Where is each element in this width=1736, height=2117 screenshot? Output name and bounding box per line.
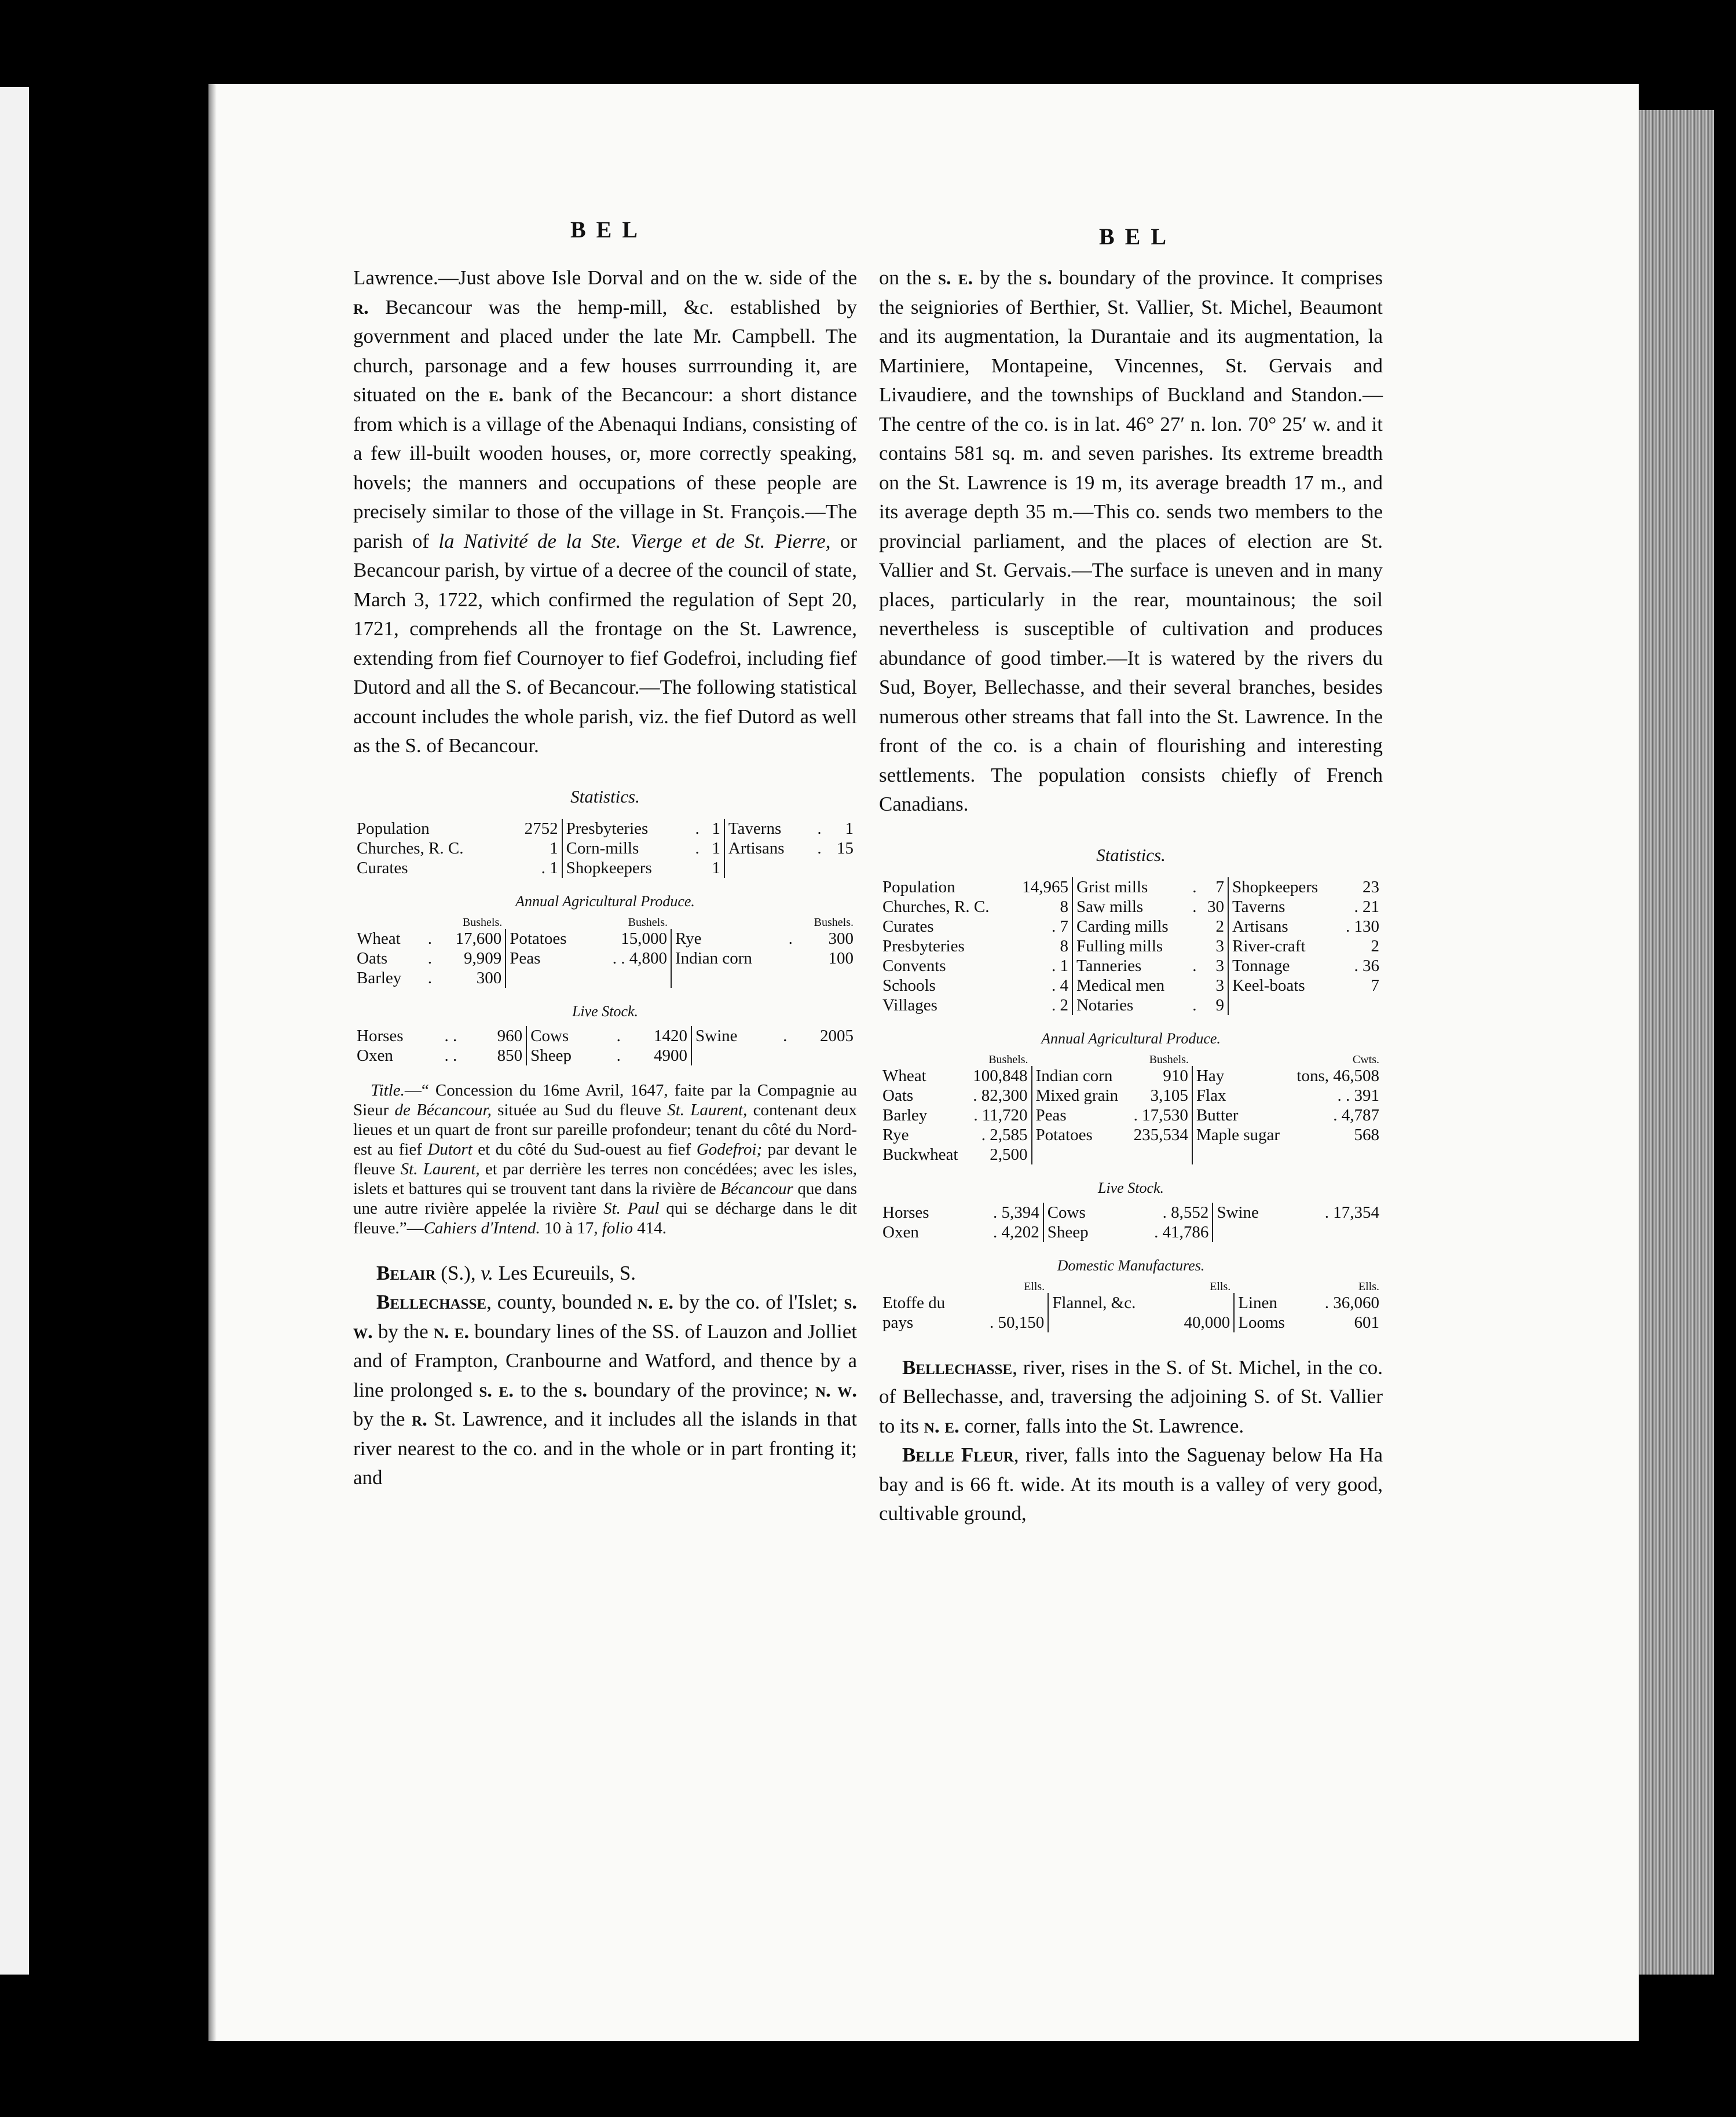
table-row bbox=[879, 1125, 1383, 1145]
table-cell: 1 bbox=[712, 838, 720, 858]
table-cell: Potatoes bbox=[506, 929, 590, 948]
table-cell: 1 bbox=[712, 819, 720, 838]
table-cell bbox=[1288, 1222, 1383, 1242]
table-cell: . 82,300 bbox=[973, 1086, 1028, 1105]
table-cell: Churches, R. C. bbox=[882, 897, 990, 916]
table-cell: Saw mills bbox=[1072, 897, 1187, 917]
table-cell bbox=[782, 968, 796, 988]
text-run: Les Ecureuils, S. bbox=[493, 1261, 636, 1284]
table-row bbox=[353, 1026, 857, 1046]
table-cell: 8 bbox=[1060, 897, 1068, 916]
manufactures-title: Domestic Manufactures. bbox=[1057, 1257, 1205, 1274]
table-cell bbox=[1127, 1145, 1192, 1164]
table-cell: Flax bbox=[1192, 1086, 1288, 1105]
table-cell: Peas bbox=[506, 948, 590, 968]
belle-fleur-entry bbox=[879, 1441, 1383, 1529]
produce-table bbox=[879, 1053, 1383, 1164]
table-cell: Sheep bbox=[1043, 1222, 1118, 1242]
text-run: on the bbox=[879, 266, 938, 289]
table-cell: . 2 bbox=[1051, 995, 1068, 1014]
table-cell: 960 bbox=[497, 1026, 523, 1045]
text-run: par devant le fleuve bbox=[353, 1140, 857, 1178]
table-cell: 9,909 bbox=[463, 948, 502, 968]
table-cell: . . bbox=[444, 1046, 457, 1065]
text-run: s. bbox=[1039, 266, 1052, 289]
table-cell bbox=[1288, 1145, 1383, 1164]
table-row bbox=[879, 877, 1383, 897]
text-run: bank of the Becancour: a short distance from which is a village of the Abenaqui Indians, consisting of a few ill-built wooden houses, or, more correctly speaking, hovels; the manners and occupations of these people are precisely similar to those of the village in St. François.—The parish of bbox=[353, 383, 857, 552]
table-cell: 40,000 bbox=[1184, 1313, 1230, 1332]
table-cell: 1 bbox=[712, 858, 720, 877]
table-cell: Taverns bbox=[1228, 897, 1336, 917]
unit-label: Bushels. bbox=[628, 915, 668, 929]
produce-header-row bbox=[353, 916, 857, 929]
table-cell bbox=[1228, 995, 1336, 1015]
table-row bbox=[879, 1105, 1383, 1125]
table-cell: . 5,394 bbox=[992, 1203, 1039, 1222]
table-cell: Keel-boats bbox=[1228, 976, 1336, 995]
table-cell bbox=[1187, 976, 1200, 995]
table-cell: River-craft bbox=[1228, 936, 1336, 956]
table-row bbox=[879, 995, 1383, 1015]
table-cell: . bbox=[817, 838, 822, 858]
bellechasse-county-continued bbox=[879, 263, 1383, 819]
table-cell: Wheat bbox=[357, 929, 401, 948]
table-cell: Barley bbox=[357, 968, 402, 987]
table-cell: . 17,530 bbox=[1133, 1105, 1188, 1125]
text-run: contenant deux lieues et un quart de front sur pareille profondeur; tenant du côté du Nord-est au fief bbox=[353, 1100, 858, 1159]
table-cell: 3 bbox=[1215, 956, 1224, 975]
table-cell: . 130 bbox=[1346, 917, 1379, 936]
table-cell: 1420 bbox=[654, 1026, 687, 1045]
table-cell: Indian corn bbox=[1032, 1066, 1127, 1086]
table-cell: 3 bbox=[1215, 976, 1224, 995]
table-cell: . 2,585 bbox=[981, 1125, 1028, 1144]
text-run: 414. bbox=[633, 1218, 667, 1237]
text-run: r. bbox=[353, 295, 369, 318]
text-run: by the bbox=[372, 1320, 434, 1343]
table-cell: . 41,786 bbox=[1154, 1222, 1209, 1241]
table-row bbox=[879, 1313, 1383, 1332]
text-run: v. bbox=[481, 1261, 494, 1284]
table-cell bbox=[810, 858, 825, 878]
text-run: s. e. bbox=[479, 1378, 514, 1401]
table-cell bbox=[1187, 917, 1200, 936]
text-run: n. w. bbox=[815, 1378, 858, 1401]
table-row bbox=[353, 929, 857, 948]
table-cell bbox=[1048, 1313, 1165, 1332]
table-cell: Horses bbox=[882, 1203, 929, 1222]
text-run: boundary lines of the SS. of Lauzon and Jolliet and of Frampton, Cranbourne and Watford, and thence by a line prolonged bbox=[353, 1320, 857, 1401]
table-cell: Swine bbox=[1213, 1203, 1288, 1222]
text-run: de Bécancour, bbox=[394, 1100, 492, 1119]
statistics-title: Statistics. bbox=[570, 786, 640, 807]
left-column bbox=[353, 263, 857, 1493]
statistics-table bbox=[879, 877, 1383, 1015]
table-cell: 15 bbox=[837, 838, 854, 858]
spine-shadow bbox=[208, 84, 217, 2041]
table-row bbox=[879, 1293, 1383, 1313]
table-cell: pays bbox=[882, 1313, 914, 1332]
text-run: Title. bbox=[371, 1081, 405, 1100]
table-cell: . bbox=[788, 929, 793, 948]
unit-label: Ells. bbox=[1024, 1280, 1045, 1293]
text-run: St. Lawrence, and it includes all the islands in that river nearest to the co. and in the whole or in part fronting it; and bbox=[353, 1408, 857, 1489]
table-cell: Convents bbox=[882, 956, 946, 975]
table-cell: Corn-mills bbox=[562, 838, 688, 858]
table-cell: . 8,552 bbox=[1162, 1203, 1209, 1222]
table-cell: 910 bbox=[1163, 1066, 1188, 1085]
produce-title: Annual Agricultural Produce. bbox=[1041, 1030, 1221, 1047]
table-cell: . bbox=[427, 929, 432, 948]
text-run: la Nativité de la Ste. Vierge et de St. Pierre, bbox=[438, 529, 831, 552]
table-cell: Tanneries bbox=[1072, 956, 1187, 976]
table-row bbox=[879, 897, 1383, 917]
table-cell: . 1 bbox=[541, 858, 558, 877]
table-cell: 23 bbox=[1363, 877, 1379, 896]
table-cell bbox=[782, 948, 796, 968]
text-run: by the bbox=[973, 266, 1039, 289]
table-cell bbox=[691, 1046, 772, 1065]
table-cell: Curates bbox=[882, 917, 934, 936]
table-cell: Looms bbox=[1234, 1313, 1303, 1332]
table-cell: . bbox=[817, 819, 822, 838]
table-cell: 2 bbox=[1215, 917, 1224, 936]
table-cell: Fulling mills bbox=[1072, 936, 1187, 956]
table-cell bbox=[772, 1046, 790, 1065]
page-stack-edge bbox=[1639, 110, 1714, 1975]
table-cell: Population bbox=[357, 819, 430, 838]
table-cell: Rye bbox=[671, 929, 782, 948]
table-row bbox=[879, 1086, 1383, 1105]
table-cell: Medical men bbox=[1072, 976, 1187, 995]
table-cell: 3,105 bbox=[1150, 1086, 1188, 1105]
text-run: s. w. bbox=[353, 1291, 857, 1343]
table-cell: 235,534 bbox=[1133, 1125, 1188, 1144]
table-cell bbox=[1192, 1145, 1288, 1164]
belair-entry bbox=[353, 1259, 857, 1288]
produce-title: Annual Agricultural Produce. bbox=[515, 892, 695, 910]
table-cell bbox=[1213, 1222, 1288, 1242]
table-cell: 7 bbox=[1371, 976, 1379, 995]
text-run: Lawrence.—Just above Isle Dorval and on the w. side of the bbox=[353, 266, 857, 289]
table-row bbox=[879, 1145, 1383, 1164]
table-cell: Villages bbox=[882, 995, 937, 1014]
table-cell: . 4,787 bbox=[1333, 1105, 1379, 1125]
livestock-title: Live Stock. bbox=[572, 1002, 639, 1020]
text-run: , county, bounded bbox=[486, 1291, 638, 1313]
table-cell: Cows bbox=[1043, 1203, 1118, 1222]
table-cell: 4900 bbox=[654, 1046, 687, 1065]
table-cell: 100,848 bbox=[973, 1066, 1028, 1085]
text-run: to the bbox=[514, 1378, 574, 1401]
livestock-table bbox=[879, 1203, 1383, 1242]
table-cell: . 4,202 bbox=[992, 1222, 1039, 1241]
text-run: Becancour was the hemp-mill, &c. established by government and placed under the late Mr. Campbell. The church, parsonage and a few houses surrrounding it, are situated on the bbox=[353, 295, 857, 406]
text-run: or Becancour parish, by virtue of a decree of the council of state, March 3, 1722, which confirmed the regulation of Sept 20, 1721, comprehends all the frontage on the St. Lawrence, extending from fief Cournoyer to fief Godefroi, including fief Dutord and all the S. of Becancour.—The following statistical account includes the whole parish, viz. the fief Dutord as well as the S. of Becancour. bbox=[353, 529, 857, 757]
table-cell: Notaries bbox=[1072, 995, 1187, 1015]
table-cell: Oats bbox=[357, 948, 388, 968]
table-cell bbox=[796, 968, 857, 988]
text-run: que dans une autre rivière appelée la rivière bbox=[353, 1179, 857, 1218]
table-cell: . bbox=[783, 1026, 788, 1045]
table-cell: Artisans bbox=[1228, 917, 1336, 936]
right-column bbox=[879, 263, 1383, 1529]
table-cell: . 21 bbox=[1354, 897, 1379, 916]
text-run: n. e. bbox=[433, 1320, 470, 1343]
table-cell: 1 bbox=[550, 838, 558, 858]
text-run: folio bbox=[602, 1218, 633, 1237]
table-cell: Swine bbox=[691, 1026, 772, 1046]
unit-label: Ells. bbox=[1210, 1280, 1231, 1293]
table-row bbox=[879, 976, 1383, 995]
text-run: Cahiers d'Intend. bbox=[423, 1218, 540, 1237]
table-cell: Taverns bbox=[724, 819, 810, 838]
text-run: Belair bbox=[376, 1261, 436, 1284]
table-cell: Peas bbox=[1032, 1105, 1127, 1125]
table-cell: Flannel, &c. bbox=[1048, 1293, 1165, 1313]
table-cell: 15,000 bbox=[621, 929, 667, 948]
table-cell: . bbox=[616, 1026, 621, 1045]
table-cell: Shopkeepers bbox=[1228, 877, 1336, 897]
table-cell: Butter bbox=[1192, 1105, 1288, 1125]
table-cell bbox=[506, 968, 590, 988]
unit-label: Cwts. bbox=[1352, 1053, 1379, 1066]
text-run: e. bbox=[489, 383, 504, 406]
text-run: Bécancour bbox=[720, 1179, 793, 1198]
produce-header-row bbox=[879, 1053, 1383, 1066]
table-cell: . bbox=[616, 1046, 621, 1065]
table-cell: Grist mills bbox=[1072, 877, 1187, 897]
table-cell: Potatoes bbox=[1032, 1125, 1127, 1145]
text-run: , river, falls into the Saguenay below Ha Ha bay and is 66 ft. wide. At its mouth is a valley of very good, cultivable ground, bbox=[879, 1444, 1383, 1525]
manufactures-table bbox=[879, 1280, 1383, 1332]
table-cell: Buckwheat bbox=[882, 1145, 958, 1164]
table-cell: Linen bbox=[1234, 1293, 1303, 1313]
text-run: r. bbox=[412, 1408, 427, 1430]
table-row bbox=[353, 838, 857, 858]
text-run: et par derrière les terres non concédées; avec les isles, islets et battures qui se trouvent tant dans la rivière de bbox=[353, 1159, 857, 1198]
table-cell bbox=[1187, 936, 1200, 956]
text-run: située au Sud du fleuve bbox=[491, 1100, 668, 1119]
table-cell bbox=[590, 968, 671, 988]
table-cell: . . bbox=[444, 1026, 457, 1045]
facing-page-edge bbox=[0, 87, 29, 1975]
table-cell: Artisans bbox=[724, 838, 810, 858]
table-cell bbox=[688, 858, 703, 878]
table-cell: . bbox=[1192, 956, 1197, 975]
text-run: by the co. of l'Islet; bbox=[673, 1291, 844, 1313]
table-row bbox=[879, 956, 1383, 976]
table-cell: Schools bbox=[882, 976, 936, 995]
table-row bbox=[879, 1222, 1383, 1242]
table-cell: 850 bbox=[497, 1046, 523, 1065]
table-cell bbox=[790, 1046, 857, 1065]
table-cell: Mixed grain bbox=[1032, 1086, 1127, 1105]
unit-label: Bushels. bbox=[988, 1053, 1028, 1066]
table-cell: Shopkeepers bbox=[562, 858, 688, 878]
table-cell bbox=[671, 968, 782, 988]
text-run: St. Paul bbox=[603, 1199, 660, 1218]
table-cell: . 50,150 bbox=[989, 1313, 1045, 1332]
table-cell: Oxen bbox=[882, 1222, 919, 1241]
text-run: St. Laurent, bbox=[400, 1159, 480, 1178]
table-cell: Hay bbox=[1192, 1066, 1288, 1086]
text-run: s. e. bbox=[937, 266, 973, 289]
table-cell: . bbox=[427, 948, 432, 968]
table-cell: . bbox=[695, 819, 699, 838]
table-cell: tons, 46,508 bbox=[1296, 1066, 1379, 1085]
text-run: Godefroi; bbox=[696, 1140, 763, 1159]
table-cell: . bbox=[1192, 995, 1197, 1014]
table-cell: Sheep bbox=[526, 1046, 606, 1065]
table-cell: . 7 bbox=[1051, 917, 1068, 936]
table-row bbox=[879, 1066, 1383, 1086]
table-cell: 601 bbox=[1354, 1313, 1379, 1332]
table-row bbox=[353, 858, 857, 878]
table-cell: . . 4,800 bbox=[612, 948, 667, 968]
table-cell: Wheat bbox=[882, 1066, 926, 1085]
table-cell: 1 bbox=[845, 819, 854, 838]
table-cell: Oxen bbox=[357, 1046, 393, 1065]
table-cell bbox=[1032, 1145, 1127, 1164]
bellechasse-river-entry bbox=[879, 1353, 1383, 1441]
text-run: , river, rises in the S. of St. Michel, in the co. of Bellechasse, and, traversing the adjoining S. of St. Vallier to its bbox=[879, 1356, 1383, 1437]
text-run: Bellechasse bbox=[902, 1356, 1013, 1379]
table-cell: Horses bbox=[357, 1026, 404, 1045]
becancour-paragraph bbox=[353, 263, 857, 761]
table-cell: 14,965 bbox=[1022, 877, 1068, 896]
unit-label: Ells. bbox=[1358, 1280, 1379, 1293]
table-cell: . 11,720 bbox=[973, 1105, 1028, 1125]
table-cell: Carding mills bbox=[1072, 917, 1187, 936]
table-cell: Tonnage bbox=[1228, 956, 1336, 976]
statistics-table bbox=[353, 819, 857, 878]
table-cell bbox=[1336, 995, 1383, 1015]
table-row bbox=[353, 1046, 857, 1065]
table-cell: Presbyteries bbox=[562, 819, 688, 838]
table-cell: 17,600 bbox=[455, 929, 502, 948]
table-row bbox=[879, 936, 1383, 956]
text-run: St. Laurent, bbox=[667, 1100, 748, 1119]
table-cell: . bbox=[427, 968, 432, 987]
table-cell: . 36 bbox=[1354, 956, 1379, 975]
table-cell: 30 bbox=[1207, 897, 1224, 916]
text-run: —“ Concession du 16me Avril, 1647, faite par la Compagnie au Sieur bbox=[353, 1081, 857, 1119]
table-cell bbox=[968, 1293, 1048, 1313]
text-run: qui se décharge dans le dit fleuve.”— bbox=[353, 1199, 857, 1237]
table-cell: Barley bbox=[882, 1105, 928, 1125]
bellechasse-county-entry bbox=[353, 1288, 857, 1493]
unit-label: Bushels. bbox=[462, 915, 503, 929]
text-run: (S.), bbox=[435, 1261, 481, 1284]
text-run: 10 à 17, bbox=[540, 1218, 602, 1237]
statistics-title: Statistics. bbox=[1096, 844, 1166, 865]
table-row bbox=[353, 968, 857, 988]
table-cell: 568 bbox=[1354, 1125, 1379, 1144]
table-cell: Cows bbox=[526, 1026, 606, 1046]
table-cell: Etoffe du bbox=[882, 1293, 946, 1312]
table-cell: 7 bbox=[1215, 877, 1224, 896]
table-cell bbox=[724, 858, 810, 878]
text-run: n. e. bbox=[924, 1414, 959, 1437]
unit-label: Bushels. bbox=[1149, 1053, 1189, 1066]
produce-table bbox=[353, 916, 857, 988]
livestock-title: Live Stock. bbox=[1097, 1179, 1164, 1196]
table-row bbox=[879, 917, 1383, 936]
table-cell: . 17,354 bbox=[1324, 1203, 1379, 1222]
table-row bbox=[353, 819, 857, 838]
table-cell: 2752 bbox=[524, 819, 558, 838]
text-run: s. bbox=[574, 1378, 588, 1401]
text-run: et du côté du Sud-ouest au fief bbox=[472, 1140, 697, 1159]
table-cell: . . 391 bbox=[1337, 1086, 1379, 1105]
table-cell: 300 bbox=[828, 929, 854, 948]
table-cell: Maple sugar bbox=[1192, 1125, 1288, 1145]
table-cell: 2005 bbox=[820, 1026, 854, 1045]
text-run: Belle Fleur bbox=[902, 1444, 1014, 1466]
text-run: boundary of the province. It comprises the seigniories of Berthier, St. Vallier, St. Michel, Beaumont and its augmentation, la Durantaie and its augmentation, la Martiniere, Montapeine, Vincennes, St. Gervais and Livaudiere, and the townships of Buckland and Standon.—The centre of the co. is in lat. 46° 27′ n. lon. 70° 25′ w. and it contains 581 sq. m. and seven parishes. Its extreme breadth on the St. Lawrence is 19 m, its average breadth 17 m., and its average depth 35 m.—This co. sends two members to the provincial parliament, and the places of election are St. Vallier and St. Gervais.—The surface is uneven and in many places, particularly in the rear, mountainous; the soil nevertheless is susceptible of cultivation and produces abundance of good timber.—It is watered by the rivers du Sud, Boyer, Bellechasse, and their several branches, besides numerous other streams that fall into the St. Lawrence. In the front of the co. is a chain of flourishing and interesting settlements. The population consists chiefly of French Canadians. bbox=[879, 266, 1383, 815]
table-cell: Indian corn bbox=[671, 948, 782, 968]
table-cell: . 36,060 bbox=[1324, 1293, 1379, 1312]
table-cell bbox=[825, 858, 857, 878]
table-cell: Oats bbox=[882, 1086, 914, 1105]
text-run: n. e. bbox=[637, 1291, 674, 1313]
text-run: Dutort bbox=[427, 1140, 473, 1159]
table-row bbox=[879, 1203, 1383, 1222]
table-row bbox=[353, 948, 857, 968]
table-cell: 2 bbox=[1371, 936, 1379, 955]
table-cell: Rye bbox=[882, 1125, 909, 1144]
running-head-right: BEL bbox=[1099, 224, 1177, 250]
table-cell: . 4 bbox=[1051, 976, 1068, 995]
text-run: corner, falls into the St. Lawrence. bbox=[959, 1414, 1244, 1437]
table-cell: 9 bbox=[1215, 995, 1224, 1014]
unit-label: Bushels. bbox=[814, 915, 854, 929]
manufactures-header-row bbox=[879, 1280, 1383, 1293]
running-head-left: BEL bbox=[570, 217, 649, 243]
table-cell: Presbyteries bbox=[882, 936, 965, 955]
table-cell: Population bbox=[882, 877, 955, 896]
table-cell: 100 bbox=[828, 948, 854, 968]
table-cell: 300 bbox=[476, 968, 502, 987]
table-cell: . 1 bbox=[1051, 956, 1068, 975]
table-cell: . bbox=[1192, 897, 1197, 916]
table-cell: . bbox=[1192, 877, 1197, 896]
table-cell: Churches, R. C. bbox=[357, 838, 464, 858]
livestock-table bbox=[353, 1026, 857, 1065]
table-cell bbox=[1165, 1293, 1234, 1313]
title-note bbox=[353, 1081, 857, 1238]
table-cell: 8 bbox=[1060, 936, 1068, 955]
table-cell: . bbox=[695, 838, 699, 858]
table-cell: Curates bbox=[357, 858, 408, 877]
text-run: Bellechasse bbox=[376, 1291, 487, 1313]
text-run: boundary of the province; bbox=[587, 1378, 815, 1401]
text-run: by the bbox=[353, 1408, 412, 1430]
table-cell: 3 bbox=[1215, 936, 1224, 955]
table-cell: 2,500 bbox=[990, 1145, 1028, 1164]
